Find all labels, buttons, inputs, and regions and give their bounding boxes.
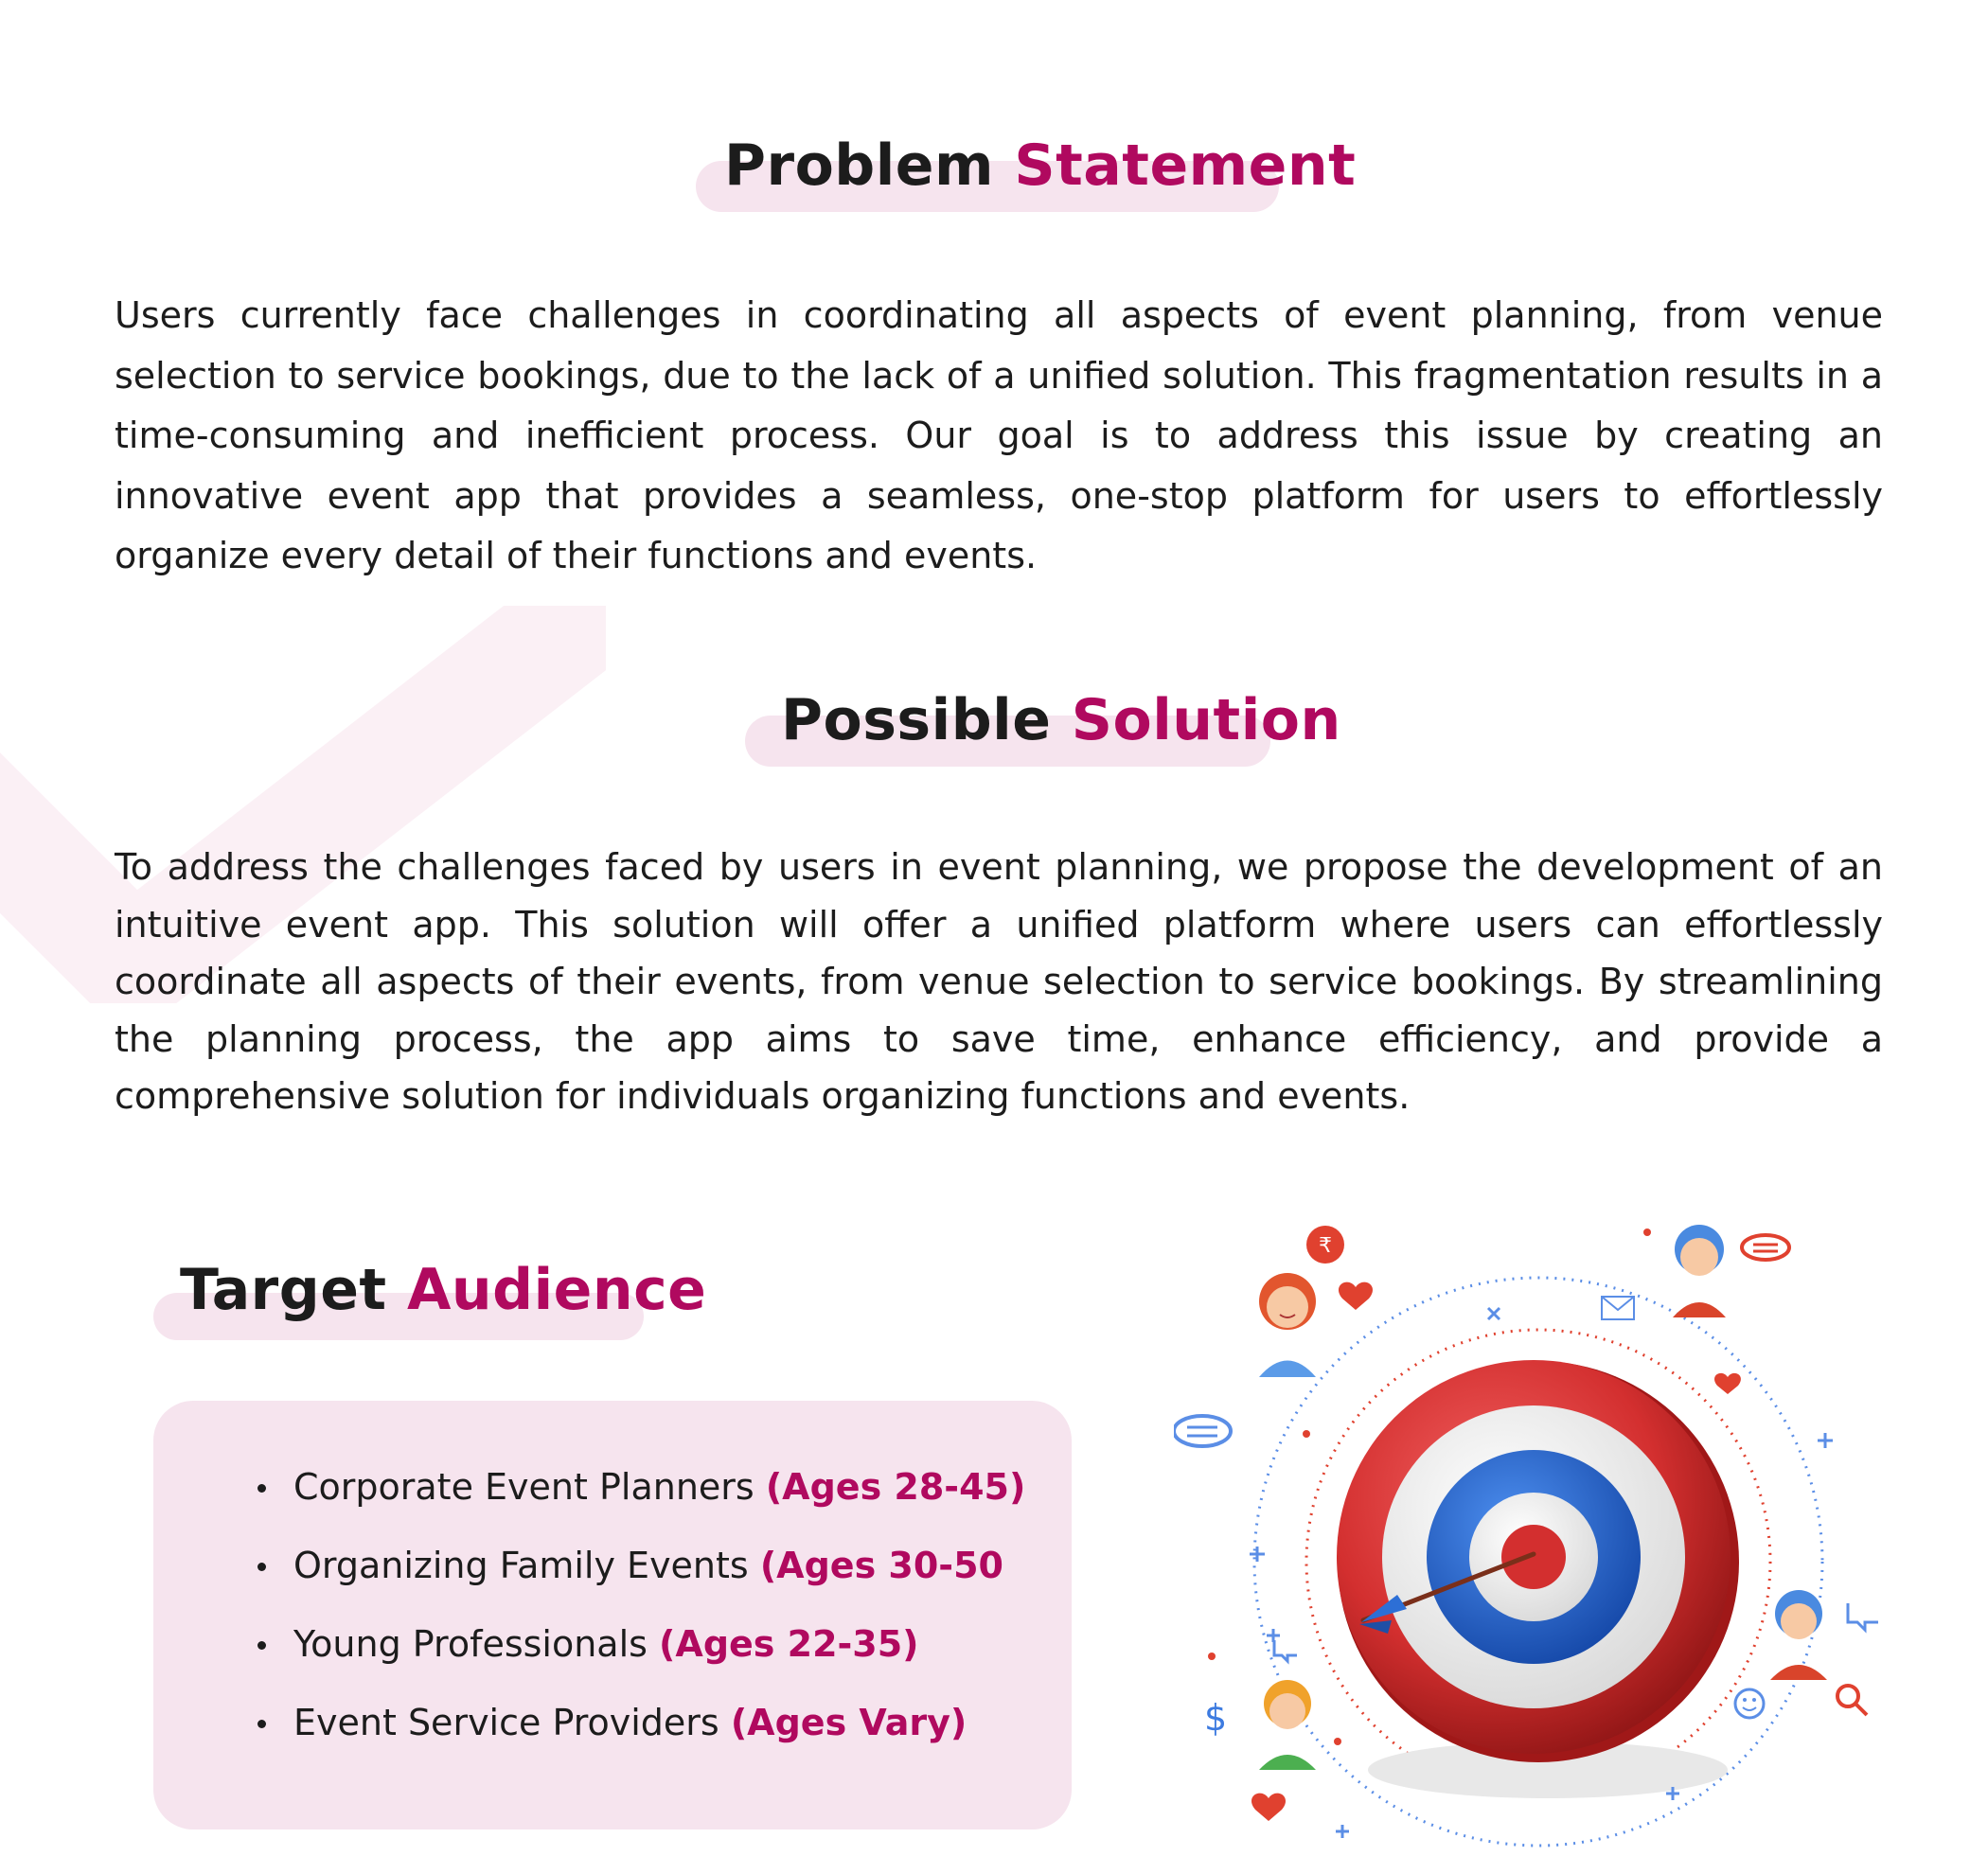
list-item [257,1622,1025,1701]
list-item [257,1465,1025,1544]
list-item [257,1544,1025,1622]
heading-main-text: Target [180,1257,387,1323]
smiley-icon [1735,1689,1764,1718]
avatar-icon [1770,1590,1827,1680]
possible-solution-heading [781,687,1341,753]
dollar-icon: $ [1204,1697,1228,1739]
currency-icon [1306,1226,1344,1264]
currency-symbol: ₹ [1319,1234,1332,1258]
target-audience-heading [180,1257,706,1323]
decor-dot [1208,1653,1216,1660]
heading-accent-text: Audience [407,1257,707,1323]
audience-age: (Ages 30-50 [759,1545,1003,1586]
target-icon [1337,1360,1739,1762]
audience-age: (Ages 28-45) [765,1466,1026,1508]
heart-icon [1251,1794,1286,1821]
audience-age: (Ages Vary) [730,1702,967,1743]
heading-accent-text: Statement [1014,133,1357,199]
avatar-icon [1673,1225,1726,1317]
chat-bubble-icon [1174,1416,1231,1446]
heading-main-text: Possible [781,687,1052,753]
decor-dot [1303,1430,1310,1438]
target-audience-card [153,1401,1072,1829]
list-item [257,1701,1025,1779]
audience-label: Organizing Family Events [293,1545,749,1586]
heading-main-text: Problem [724,133,995,199]
cross-icon [1488,1308,1500,1319]
problem-statement-heading [724,133,1356,199]
decor-dot [1334,1738,1341,1745]
heading-accent-text: Solution [1071,687,1341,753]
heart-icon [1339,1282,1373,1310]
audience-label: Young Professionals [293,1623,648,1665]
decor-dot [1643,1228,1651,1236]
target-illustration [1174,1211,1893,1855]
problem-statement-text: Users currently face challenges in coordinating all aspects of event planning, from venue selection to service bookings, due to the lack of a unified solution. This fragmentation results in a time-consuming and inefficient process. Our goal is to address this issue by creating an innovative event app that provides a seamless, one-stop platform for users to effortlessly organize every detail of their functions and events. [115,294,1883,576]
heart-icon [1714,1373,1741,1394]
avatar-icon [1259,1273,1316,1377]
audience-age: (Ages 22-35) [659,1623,919,1665]
mail-icon [1602,1297,1634,1319]
target-audience-list [257,1465,1025,1779]
search-icon [1837,1686,1867,1715]
chat-bubble-icon [1742,1235,1789,1260]
audience-label: Corporate Event Planners [293,1466,754,1508]
audience-label: Event Service Providers [293,1702,719,1743]
possible-solution-text: To address the challenges faced by users in event planning, we propose the development of an intuitive event app. This solution will offer a unified platform where users can effortlessly coordinate all aspects of their events, from venue selection to service bookings. By streamlining the planning process, the app aims to save time, enhance efficiency, and provide a comprehensive solution for individuals organizing functions and events. [115,846,1883,1117]
